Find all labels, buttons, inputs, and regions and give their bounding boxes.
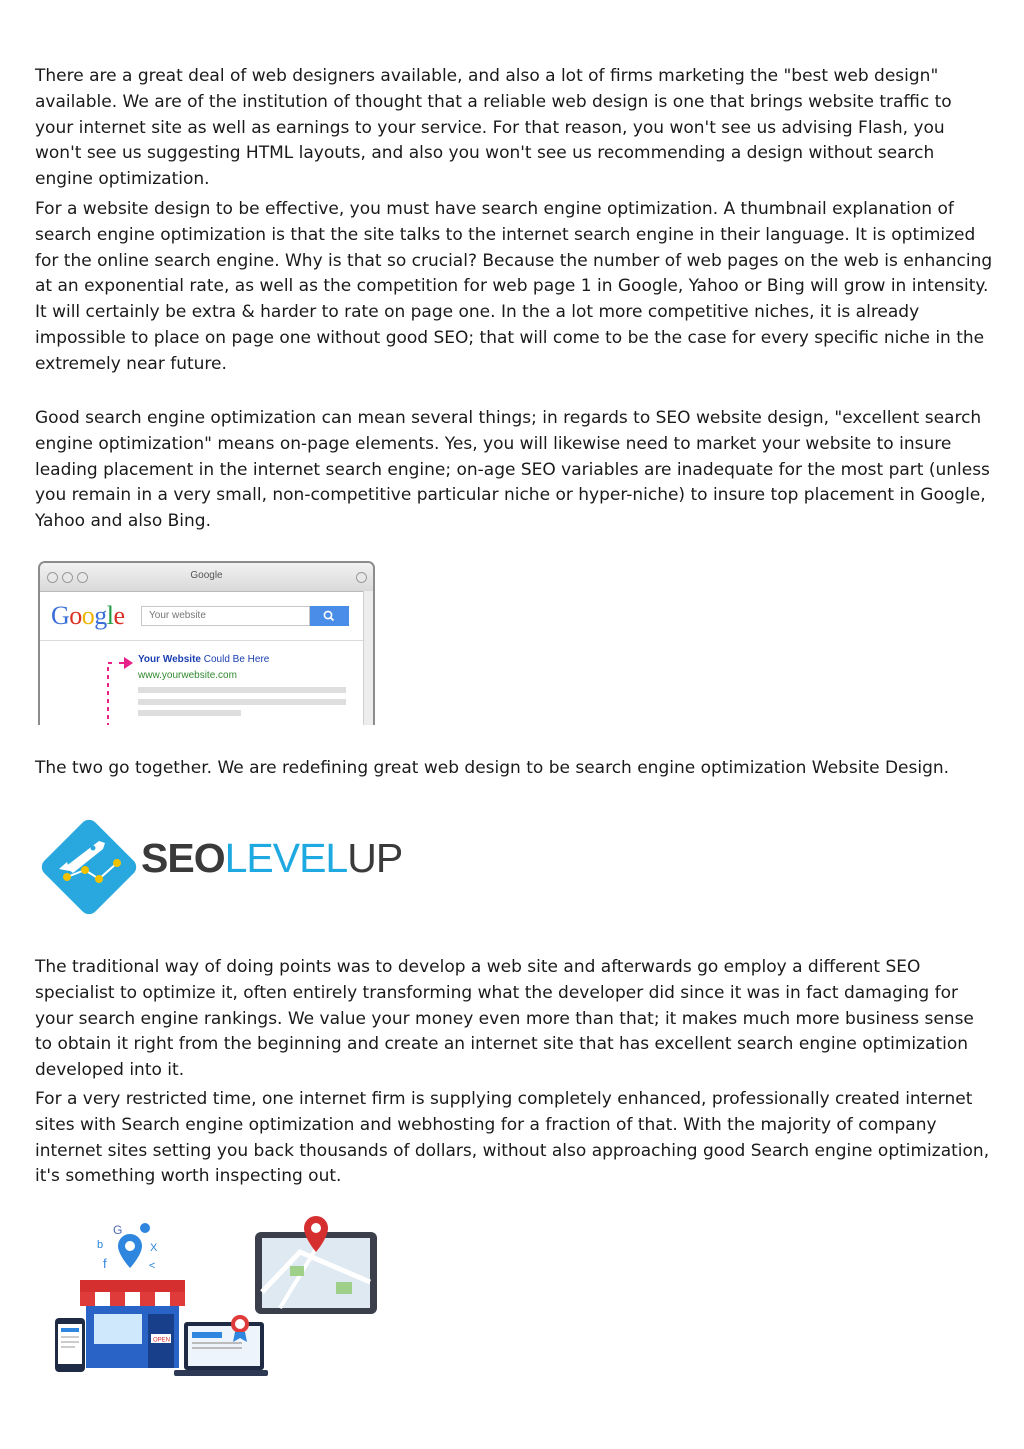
share-icon	[149, 1242, 158, 1272]
svg-text:G: G	[113, 1223, 123, 1237]
window-dot-icon	[356, 572, 367, 583]
rocket-diamond-icon	[37, 815, 141, 919]
restricted-time-paragraph: For a very restricted time, one internet firm is supplying completely enhanced, professionally created internet sites with Search engine optimization and webhosting for a fraction of that. With the majority of company internet sites setting you back thousands of dollars, without also approaching good Search engine optimization, it's something worth inspecting out.	[35, 1089, 990, 1187]
bing-icon	[97, 1239, 103, 1251]
browser-titlebar	[40, 563, 373, 592]
traditional-way-paragraph: The traditional way of doing points was to develop a web site and afterwards go employ a different SEO specialist to optimize it, often entirely transforming what the developer did since it was in fact damaging for your search engine rankings. We value your money even more than that; it makes much more business sense to obtain it right from the beginning and create an internet site that has excellent search engine optimization developed into it.	[35, 957, 974, 1081]
pointer-arrow-icon	[102, 653, 138, 725]
svg-text:<: <	[149, 1260, 156, 1272]
browser-window-title: Google	[190, 570, 223, 581]
intro-paragraph: There are a great deal of web designers available, and also a lot of firms marketing the "best web design" available. We are of the institution of thought that a reliable web design is one that brings website traffic to your internet site as well as earnings to your service. For that reason, you won't see us advising Flash, you won't see us suggesting HTML layouts, and also you won't see us recommending a design without search engine optimization.	[35, 66, 952, 190]
search-icon	[310, 606, 349, 626]
svg-text:f: f	[103, 1256, 107, 1271]
result-title: Your Website Could Be Here	[138, 654, 270, 665]
result-url: www.yourwebsite.com	[138, 670, 237, 681]
google-icon	[113, 1223, 122, 1237]
apple-icon	[140, 1223, 150, 1233]
facebook-icon	[103, 1256, 107, 1271]
search-header	[40, 592, 373, 641]
google-search-mockup	[38, 561, 375, 725]
good-seo-paragraph: Good search engine optimization can mean several things; in regards to SEO website design, "excellent search engine optimization" means on-page elements. Yes, you will likewise need to market your website to insure leading placement in the internet search engine; on-age SEO variables are inadequate for the most part (unless you remain in a very small, non-competitive particular niche or hyper-niche) to insure top placement in Google, Yahoo and also Bing.	[35, 408, 990, 532]
map-icon	[255, 1216, 377, 1314]
result-line	[138, 710, 241, 716]
result-line	[138, 699, 346, 705]
local-seo-illustration	[50, 1212, 380, 1377]
together-paragraph: The two go together. We are redefining great web design to be search engine optimization Website Design.	[35, 758, 950, 778]
svg-text:b: b	[97, 1239, 104, 1251]
open-sign: OPEN	[153, 1337, 171, 1344]
google-logo: Google	[51, 601, 125, 630]
search-button	[310, 606, 349, 626]
location-pin-icon	[118, 1234, 142, 1268]
seolevelup-logo-text: SEOLEVELUP	[141, 835, 403, 881]
result-line	[138, 687, 346, 693]
svg-text:X: X	[150, 1242, 158, 1254]
seo-importance-paragraph: For a website design to be effective, you must have search engine optimization. A thumbnail explanation of search engine optimization is that the site talks to the internet search engine in their language. It is optimized for the online search engine. Why is that so crucial? Because the number of web pages on the web is enhancing at an exponential rate, as well as the competition for web page 1 in Google, Yahoo or Bing will grow in intensity. It will certainly be extra & harder to rate on page one. In the a lot more competitive niches, it is already impossible to place on page one without good SEO; that will come to be the case for every specific niche in the extremely near future.	[35, 199, 993, 374]
scrollbar	[363, 591, 373, 725]
search-input: Your website	[141, 606, 310, 626]
